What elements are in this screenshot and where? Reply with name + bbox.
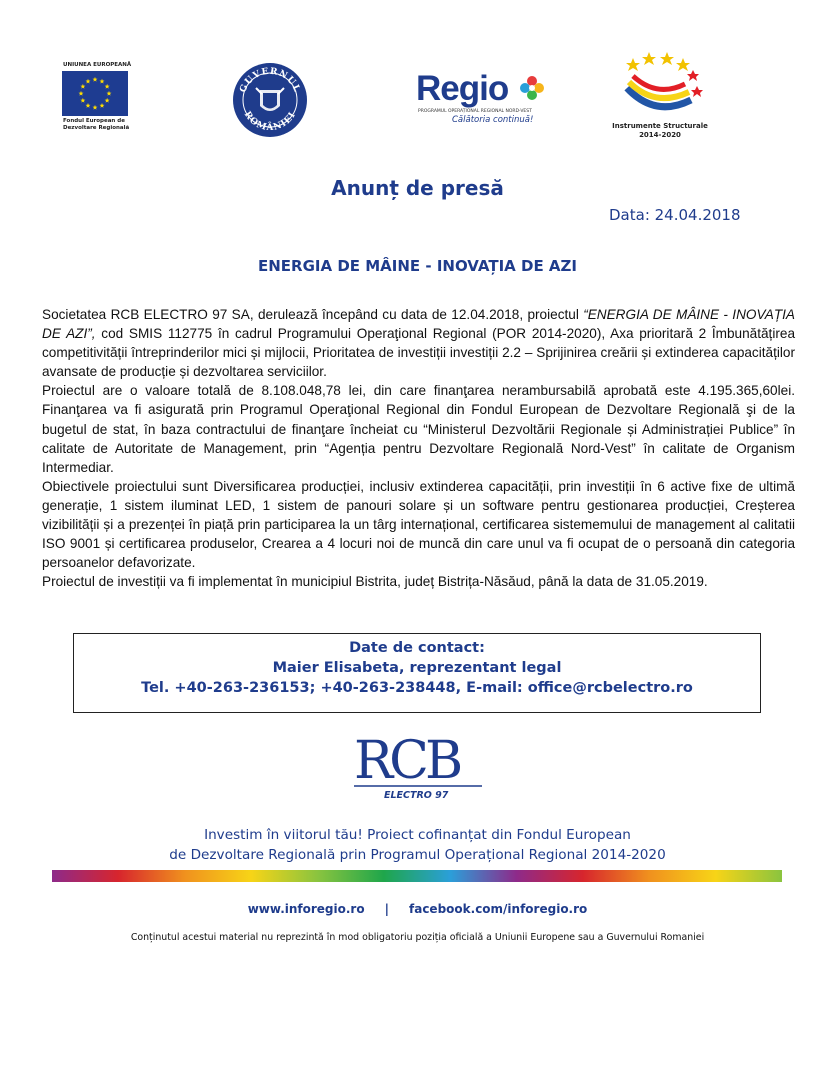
eu-star [100,79,105,84]
rainbow-divider [52,870,782,882]
paragraph-implementation: Proiectul de investiții va fi implementat în municipiul Bistrita, județ Bistrița-Năsăud, până la data de 31.05.2019. [42,574,708,590]
cofinancing-statement [0,825,835,865]
press-body [42,305,795,591]
eu-logo-subtitle [63,118,143,132]
regio-logo [416,70,546,130]
paragraph-intro [42,305,795,381]
eu-star [107,91,112,96]
project-name-italic: “ENERGIA DE MÂINE - INOVAȚIA DE AZI”, [42,307,795,342]
regio-slogan: Călătoria continuă! [452,115,534,125]
regio-wordmark: Regio [416,69,509,108]
svg-text:GUVERNUL: GUVERNUL [238,66,302,95]
eu-star [105,98,110,103]
eu-star [86,79,91,84]
eu-star [93,77,98,82]
is-caption-line-1: Instrumente Structurale [612,122,708,130]
page-title: Anunț de presă [331,176,504,200]
paragraph-intro-end: cod SMIS 112775 în cadrul Programului Operaţional Regional (POR 2014-2020), Axa prioritară 2 Îmbunătățirea competitivității întreprinderilor mici și mijlocii, Prioritatea de investiții investiții 2.2 – Sprijinirea creării și extinderea capacităților avansate de producție și dezvoltarea serviciilor. [42,326,795,380]
contact-phone-email: Tel. +40-263-236153; +40-263-238448, E-mail: office@rcbelectro.ro [141,680,693,696]
eu-star [79,91,84,96]
facebook-link[interactable]: facebook.com/inforegio.ro [409,902,588,916]
svg-text:ROMÂNIEI: ROMÂNIEI [241,109,299,134]
eu-star [100,103,105,108]
is-caption-line-2: 2014-2020 [639,131,681,139]
links-separator: | [384,902,389,916]
instrumente-structurale-logo [605,48,715,142]
contact-box [73,633,761,713]
eu-star [80,84,85,89]
eu-star [105,84,110,89]
eu-caption-line-2: Dezvoltare Regională [63,125,130,131]
press-date: Data: 24.04.2018 [609,206,741,224]
eu-star [86,103,91,108]
rainbow-band [52,870,782,882]
footer-links [0,902,835,916]
instrumente-structurale-caption [605,122,715,140]
rcb-electro-text: ELECTRO 97 [384,790,449,801]
regio-flower-icon [520,76,544,100]
eu-logo [60,62,140,137]
regio-program-name: PROGRAMUL OPERAȚIONAL REGIONAL NORD-VEST [418,109,532,114]
eu-flag-icon [62,71,128,116]
instrumente-structurale-icon [605,48,715,122]
rcb-letters: RCB [354,731,460,791]
eu-star [80,98,85,103]
cofinancing-line-2: de Dezvoltare Regională prin Programul Operațional Regional 2014-2020 [169,847,666,863]
cofinancing-line-1: Investim în viitorul tău! Proiect cofinanțat din Fondul European [204,827,631,843]
contact-heading: Date de contact: [349,640,485,656]
inforegio-site-link[interactable]: www.inforegio.ro [247,902,365,916]
project-heading: ENERGIA DE MÂINE - INOVAȚIA DE AZI [258,257,577,275]
paragraph-objectives: Obiectivele proiectului sunt Diversificarea producției, inclusiv extinderea capacității, prin investiții în 6 active fixe de ultimă generație, 1 sistem iluminat LED, 1 sistem de panouri solare și un software pentru gestionarea producției, Creșterea vizibilității și a prezenței în piață prin participarea la un târg internațional, certificarea sistememului de management al calitatii ISO 9001 și certificarea produselor, Crearea a 4 locuri noi de muncă din care unul va fi ocupat de o persoană din categoria persoanelor defavorizate. [42,478,795,571]
paragraph-funding: Proiectul are o valoare totală de 8.108.048,78 lei, din care finanţarea nerambursabilă aprobată este 4.195.365,60lei. Finanţarea va fi asigurată prin Programul Operaţional Regional din Fondul European de Dezvoltare Regională şi de la bugetul de stat, în baza contractului de finanţare încheiat cu “Ministerul Dezvoltării Regionale și Administrației Publice” în calitate de Autoritate de Management, prin “Agenția pentru Dezvoltare Regională Nord-Vest” în calitate de Organism Intermediar. [42,383,795,475]
government-seal-logo [232,62,308,138]
eu-star [93,105,98,110]
rcb-electro-logo [348,728,490,810]
contact-person: Maier Elisabeta, reprezentant legal [272,660,562,676]
paragraph-intro-start: Societatea RCB ELECTRO 97 SA, derulează începând cu data de 12.04.2018, proiectul [42,307,584,322]
eu-disclaimer: Conținutul acestui material nu reprezintă în mod obligatoriu poziția oficială a Uniunii Europene sau a Guvernului Romaniei [130,932,705,943]
eu-logo-title: UNIUNEA EUROPEANĂ [63,62,132,68]
eu-caption-line-1: Fondul European de [63,118,125,124]
